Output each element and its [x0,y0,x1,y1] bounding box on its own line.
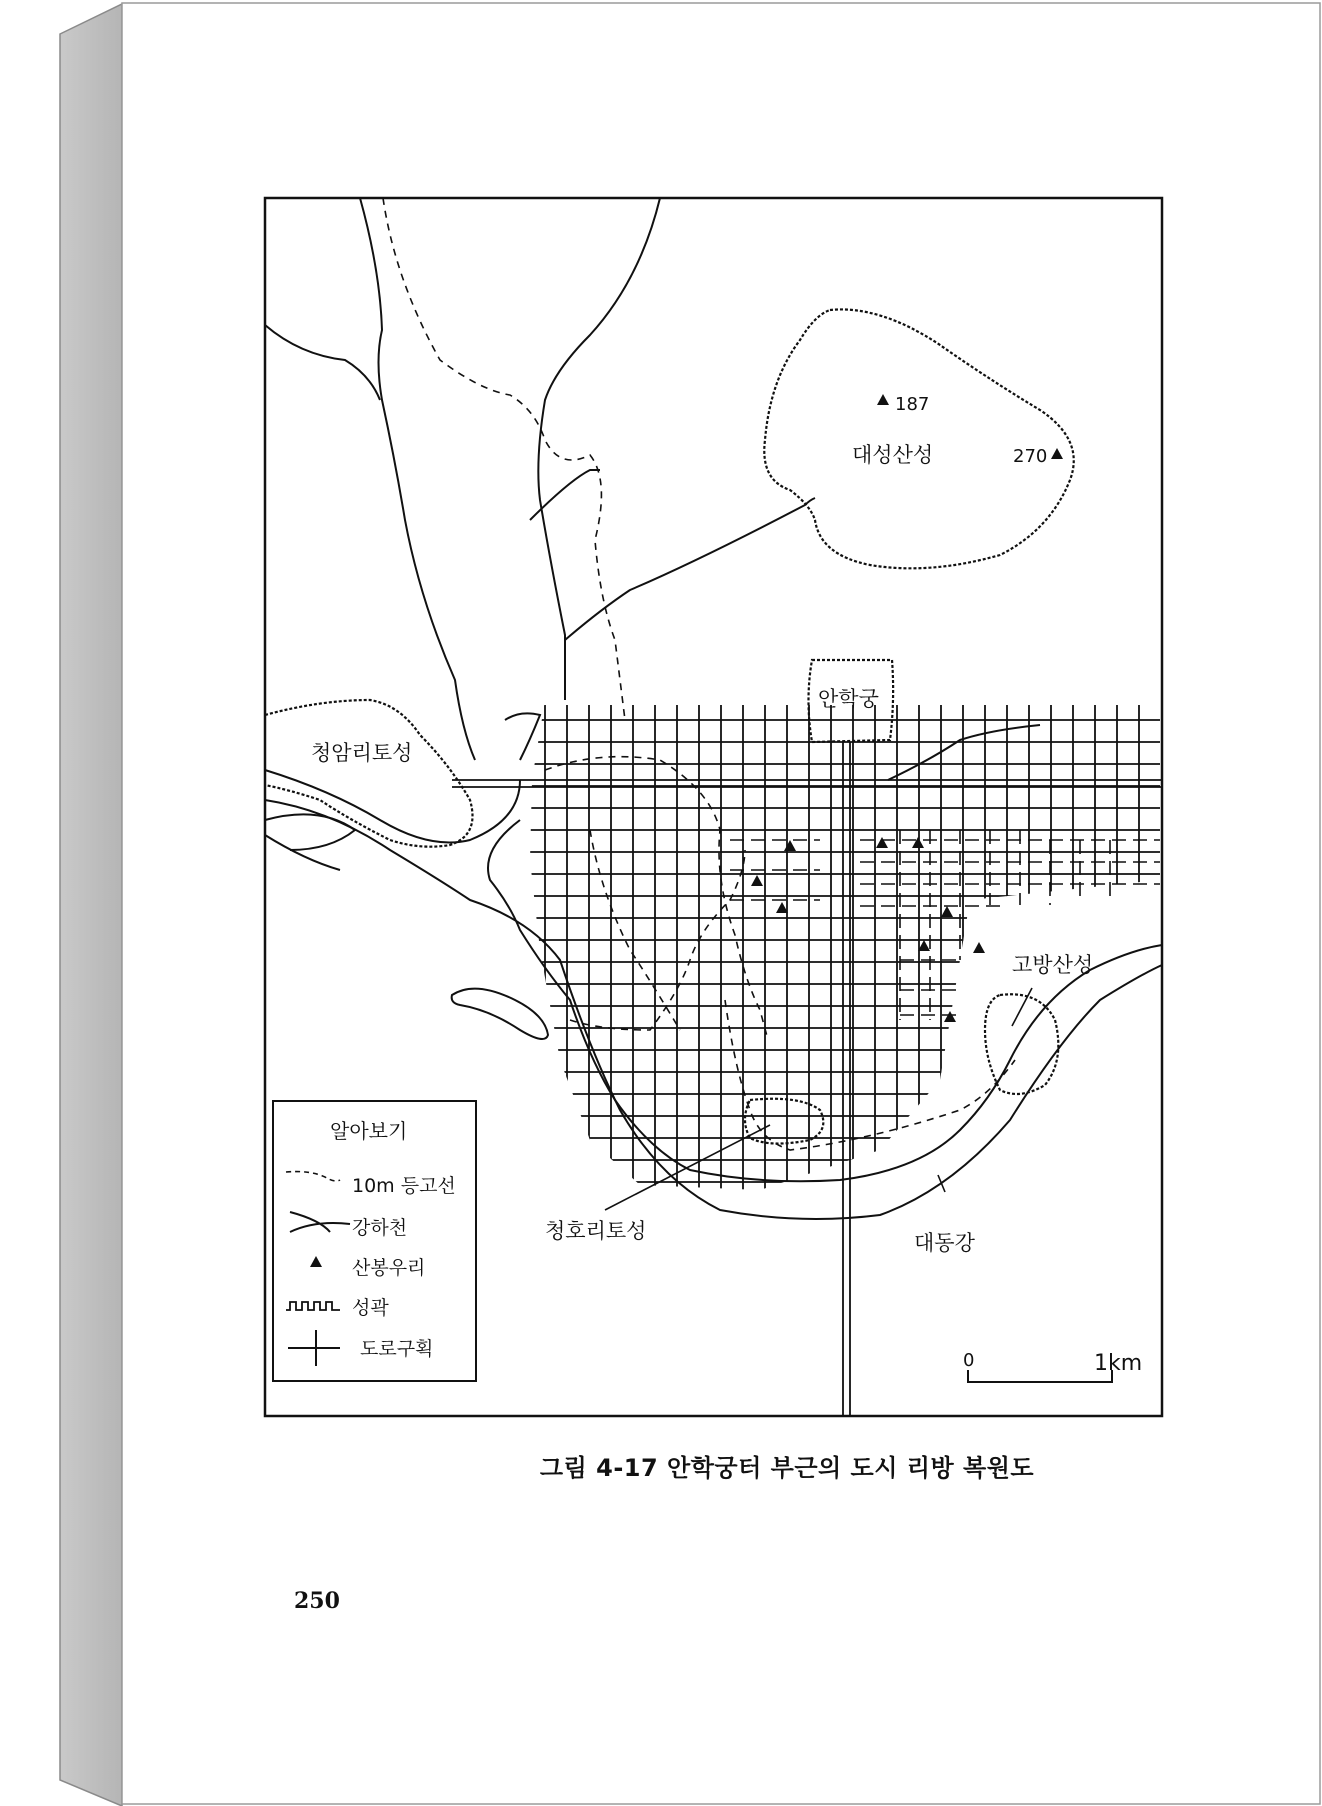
label-cheongam-fortress: 청암리토성 [311,741,413,765]
scale-one-km: 1km [1094,1351,1143,1376]
legend-peak-label: 산봉우리 [352,1257,426,1279]
label-daeseong-fortress: 대성산성 [852,443,934,467]
label-cheongho-fortress: 청호리토성 [545,1219,647,1243]
legend [273,1101,476,1381]
legend-contour-label: 10m 등고선 [352,1175,456,1197]
legend-river-label: 강하천 [352,1217,408,1239]
label-gobang-fortress: 고방산성 [1012,953,1094,977]
scale-zero: 0 [963,1350,975,1371]
figure-caption: 그림 4-17 안학궁터 부근의 도시 리방 복원도 [539,1454,1035,1482]
label-anhak-palace: 안학궁 [818,687,879,711]
peak-label-270: 270 [1013,446,1048,467]
label-daedong-river: 대동강 [914,1231,975,1255]
legend-road-label: 도로구획 [360,1338,434,1360]
page-number: 250 [294,1588,340,1614]
legend-wall-label: 성곽 [352,1297,389,1319]
peak-label-187: 187 [895,394,930,415]
legend-title: 알아보기 [330,1119,408,1143]
book-spine [60,4,122,1806]
